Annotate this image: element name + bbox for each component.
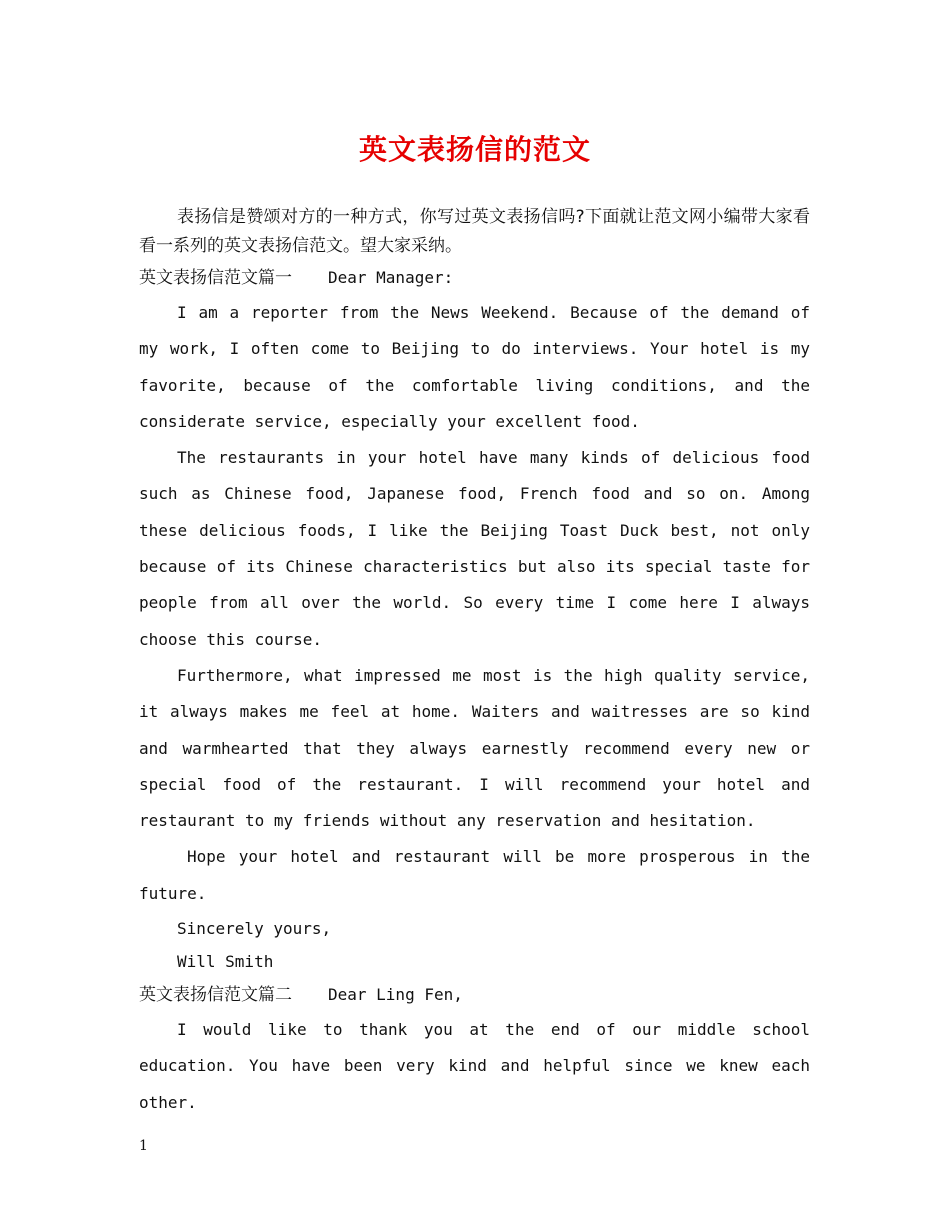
document-body [139, 203, 810, 1121]
letter1-label: 英文表扬信范文篇一 [139, 268, 292, 288]
letter2-paragraph-1: I would like to thank you at the end of our middle school education. You have been very kind and helpful since we knew each other. [139, 1020, 810, 1112]
intro-paragraph: 表扬信是赞颂对方的一种方式，你写过英文表扬信吗?下面就让范文网小编带大家看看一系列的英文表扬信范文。望大家采纳。 [139, 207, 810, 256]
letter1-salutation: Dear Manager: [328, 268, 454, 287]
letter1-paragraph-2: The restaurants in your hotel have many kinds of delicious food such as Chinese food, Japanese food, French food and so on. Among these delicious foods, I like the Beijing Toast Duck best, not only because of its Chinese characteristics but also its special taste for people from all over the world. So every time I come here I always choose this course. [139, 448, 810, 649]
document-title: 英文表扬信的范文 [358, 133, 591, 166]
letter2-label: 英文表扬信范文篇二 [139, 985, 292, 1006]
letter1-paragraph-1: I am a reporter from the News Weekend. Because of the demand of my work, I often come to Beijing to do interviews. Your hotel is my favorite, because of the comfortable living conditions, and the considerate service, especially your excellent food. [139, 303, 810, 431]
letter2-heading [139, 978, 810, 1012]
letter2-salutation: Dear Ling Fen, [328, 985, 463, 1005]
letter1-paragraph-4: Hope your hotel and restaurant will be more prosperous in the future. [139, 847, 810, 903]
letter1-signature: Will Smith [177, 952, 274, 972]
letter1-heading [139, 261, 810, 295]
page-number: 1 [139, 1138, 148, 1154]
letter1-paragraph-3: Furthermore, what impressed me most is the high quality service, it always makes me feel at home. Waiters and waitresses are so kind and warmhearted that they always earnestly recommend every new or special food of the restaurant. I will recommend your hotel and restaurant to my friends without any reservation and hesitation. [139, 665, 810, 831]
letter1-closing: Sincerely yours, [177, 919, 332, 939]
